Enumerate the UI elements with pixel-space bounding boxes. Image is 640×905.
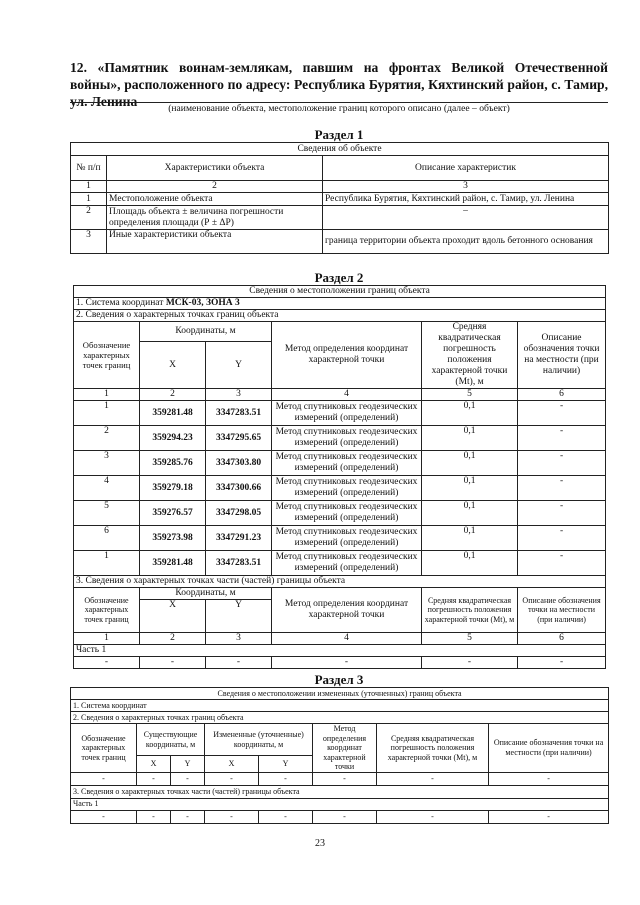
empty-cell: - — [140, 657, 206, 669]
section1-table — [70, 142, 609, 254]
object-heading: 12. «Памятник воинам-землякам, павшим на фронтах Великой Отечественной войны», расположенного по адресу: Республика Бурятия, Кяхтинский район, с. Тамир, ул. Ленина — [70, 60, 608, 109]
point-error: 0,1 — [422, 451, 518, 476]
heading-note: (наименование объекта, местоположение границ которого описано (далее – объект) — [168, 103, 510, 114]
index-cell: 2 — [140, 633, 206, 645]
header-x: X — [140, 600, 206, 633]
point-description: - — [518, 526, 606, 551]
point-id: 1 — [74, 401, 140, 426]
point-id: 5 — [74, 501, 140, 526]
coordinate-x: 359285.76 — [140, 451, 206, 476]
header-number: № п/п — [71, 156, 107, 181]
point-description: - — [518, 401, 606, 426]
point-method: Метод спутниковых геодезических измерений (определений) — [272, 501, 422, 526]
section3-table — [70, 687, 609, 824]
point-error: 0,1 — [422, 401, 518, 426]
coordinate-y: 3347298.05 — [206, 501, 272, 526]
header-y: Y — [259, 756, 313, 772]
index-cell: 6 — [518, 389, 606, 401]
header-x: X — [140, 342, 206, 389]
empty-cell: - — [137, 772, 171, 785]
index-cell: 5 — [422, 633, 518, 645]
header-description: Описание характеристик — [323, 156, 609, 181]
empty-cell: - — [74, 657, 140, 669]
coordinate-y: 3347295.65 — [206, 426, 272, 451]
header-point-description: Описание обозначения точки на местности (при наличии) — [518, 322, 606, 389]
empty-cell: - — [71, 810, 137, 823]
header-coords: Координаты, м — [140, 322, 272, 342]
empty-cell: - — [259, 810, 313, 823]
header-y: Y — [206, 600, 272, 633]
coord-system-row: 1. Система координат — [71, 700, 609, 712]
empty-cell: - — [489, 772, 609, 785]
point-method: Метод спутниковых геодезических измерений (определений) — [272, 551, 422, 576]
point-error: 0,1 — [422, 426, 518, 451]
point-method: Метод спутниковых геодезических измерений (определений) — [272, 451, 422, 476]
points-label: 2. Сведения о характерных точках границ объекта — [71, 712, 609, 724]
point-method: Метод спутниковых геодезических измерений (определений) — [272, 401, 422, 426]
coordinate-y: 3347303.80 — [206, 451, 272, 476]
coordinate-y: 3347291.23 — [206, 526, 272, 551]
header-method: Метод определения координат характерной точки — [313, 724, 377, 773]
point-description: - — [518, 501, 606, 526]
header-point-description: Описание обозначения точки на местности (при наличии) — [489, 724, 609, 773]
point-id: 3 — [74, 451, 140, 476]
index-cell: 3 — [323, 181, 609, 193]
table-row — [74, 551, 606, 576]
index-cell: 3 — [206, 633, 272, 645]
point-error: 0,1 — [422, 551, 518, 576]
empty-cell: - — [137, 810, 171, 823]
header-error: Средняя квадратическая погрешность положения характерной точки (Mt), м — [422, 588, 518, 633]
empty-cell: - — [422, 657, 518, 669]
table-row — [74, 401, 606, 426]
coord-system-row — [74, 298, 606, 310]
empty-cell: - — [489, 810, 609, 823]
index-cell: 6 — [518, 633, 606, 645]
row-value: Республика Бурятия, Кяхтинский район, с. Тамир, ул. Ленина — [323, 193, 609, 206]
header-y: Y — [206, 342, 272, 389]
header-designation: Обозначение характерных точек границ — [71, 724, 137, 773]
point-id: 4 — [74, 476, 140, 501]
point-method: Метод спутниковых геодезических измерений (определений) — [272, 526, 422, 551]
coordinate-x: 359281.48 — [140, 551, 206, 576]
empty-cell: - — [377, 810, 489, 823]
table-row — [74, 501, 606, 526]
points-table-body — [74, 401, 606, 576]
coordinate-x: 359276.57 — [140, 501, 206, 526]
empty-cell: - — [518, 657, 606, 669]
header-changed-coords: Измененные (уточненные) координаты, м — [205, 724, 313, 756]
index-cell: 2 — [107, 181, 323, 193]
header-error: Средняя квадратическая погрешность положения характерной точки (Mt), м — [377, 724, 489, 773]
point-error: 0,1 — [422, 476, 518, 501]
empty-cell: - — [71, 772, 137, 785]
header-method: Метод определения координат характерной точки — [272, 322, 422, 389]
row-name: Местоположение объекта — [107, 193, 323, 206]
point-method: Метод спутниковых геодезических измерений (определений) — [272, 426, 422, 451]
index-cell: 4 — [272, 389, 422, 401]
empty-cell: - — [272, 657, 422, 669]
parts-label: 3. Сведения о характерных точках части (частей) границы объекта — [71, 785, 609, 798]
empty-cell: - — [171, 810, 205, 823]
coordinate-y: 3347283.51 — [206, 551, 272, 576]
table-row — [71, 193, 609, 206]
index-cell: 1 — [74, 389, 140, 401]
header-point-description: Описание обозначения точки на местности (при наличии) — [518, 588, 606, 633]
index-cell: 1 — [71, 181, 107, 193]
part-label: Часть 1 — [71, 798, 609, 810]
index-cell: 5 — [422, 389, 518, 401]
row-value: граница территории объекта проходит вдоль бетонного основания — [323, 230, 609, 254]
row-value: – — [323, 206, 609, 230]
empty-cell: - — [171, 772, 205, 785]
point-error: 0,1 — [422, 501, 518, 526]
section2-table — [73, 285, 606, 669]
page-number: 23 — [315, 838, 325, 849]
coordinate-y: 3347300.66 — [206, 476, 272, 501]
empty-cell: - — [206, 657, 272, 669]
point-id: 1 — [74, 551, 140, 576]
empty-cell: - — [205, 772, 259, 785]
header-designation: Обозначение характерных точек границ — [74, 588, 140, 633]
section3-title: Раздел 3 — [314, 672, 364, 687]
header-coords: Координаты, м — [140, 588, 272, 600]
part-label: Часть 1 — [74, 645, 606, 657]
section3-table-title: Сведения о местоположении измененных (уточненных) границ объекта — [71, 688, 609, 700]
coordinate-x: 359294.23 — [140, 426, 206, 451]
row-number: 3 — [71, 230, 107, 254]
coordinate-x: 359279.18 — [140, 476, 206, 501]
point-description: - — [518, 551, 606, 576]
point-description: - — [518, 451, 606, 476]
row-name: Площадь объекта ± величина погрешности определения площади (Р ± ΔР) — [107, 206, 323, 230]
coord-system-value: МСК-03, ЗОНА 3 — [165, 298, 240, 308]
point-method: Метод спутниковых геодезических измерений (определений) — [272, 476, 422, 501]
coordinate-x: 359273.98 — [140, 526, 206, 551]
index-cell: 3 — [206, 389, 272, 401]
row-name: Иные характеристики объекта — [107, 230, 323, 254]
points-label: 2. Сведения о характерных точках границ объекта — [74, 310, 606, 322]
empty-cell: - — [259, 772, 313, 785]
header-error: Средняя квадратическая погрешность положения характерной точки (Mt), м — [422, 322, 518, 389]
point-error: 0,1 — [422, 526, 518, 551]
point-id: 2 — [74, 426, 140, 451]
index-cell: 4 — [272, 633, 422, 645]
coordinate-x: 359281.48 — [140, 401, 206, 426]
table-row — [71, 230, 609, 254]
table-row — [71, 206, 609, 230]
parts-label: 3. Сведения о характерных точках части (частей) границы объекта — [74, 576, 606, 588]
table-row — [74, 426, 606, 451]
header-x: X — [205, 756, 259, 772]
index-cell: 2 — [140, 389, 206, 401]
row-number: 1 — [71, 193, 107, 206]
table-row — [74, 526, 606, 551]
empty-cell: - — [377, 772, 489, 785]
empty-cell: - — [313, 810, 377, 823]
point-description: - — [518, 476, 606, 501]
coord-system-label: 1. Система координат — [76, 298, 164, 308]
header-characteristic: Характеристики объекта — [107, 156, 323, 181]
point-description: - — [518, 426, 606, 451]
section2-title: Раздел 2 — [314, 270, 364, 285]
table-row — [74, 451, 606, 476]
header-designation: Обозначение характерных точек границ — [74, 322, 140, 389]
table-row — [74, 476, 606, 501]
table-row — [74, 657, 606, 669]
section2-table-title: Сведения о местоположении границ объекта — [74, 286, 606, 298]
index-cell: 1 — [74, 633, 140, 645]
header-x: X — [137, 756, 171, 772]
table-row — [71, 772, 609, 785]
header-existing-coords: Существующие координаты, м — [137, 724, 205, 756]
empty-cell: - — [313, 772, 377, 785]
header-method: Метод определения координат характерной точки — [272, 588, 422, 633]
table-row — [71, 810, 609, 823]
coordinate-y: 3347283.51 — [206, 401, 272, 426]
section1-title: Раздел 1 — [314, 127, 364, 142]
point-id: 6 — [74, 526, 140, 551]
empty-cell: - — [205, 810, 259, 823]
header-y: Y — [171, 756, 205, 772]
row-number: 2 — [71, 206, 107, 230]
section1-table-title: Сведения об объекте — [71, 143, 609, 156]
